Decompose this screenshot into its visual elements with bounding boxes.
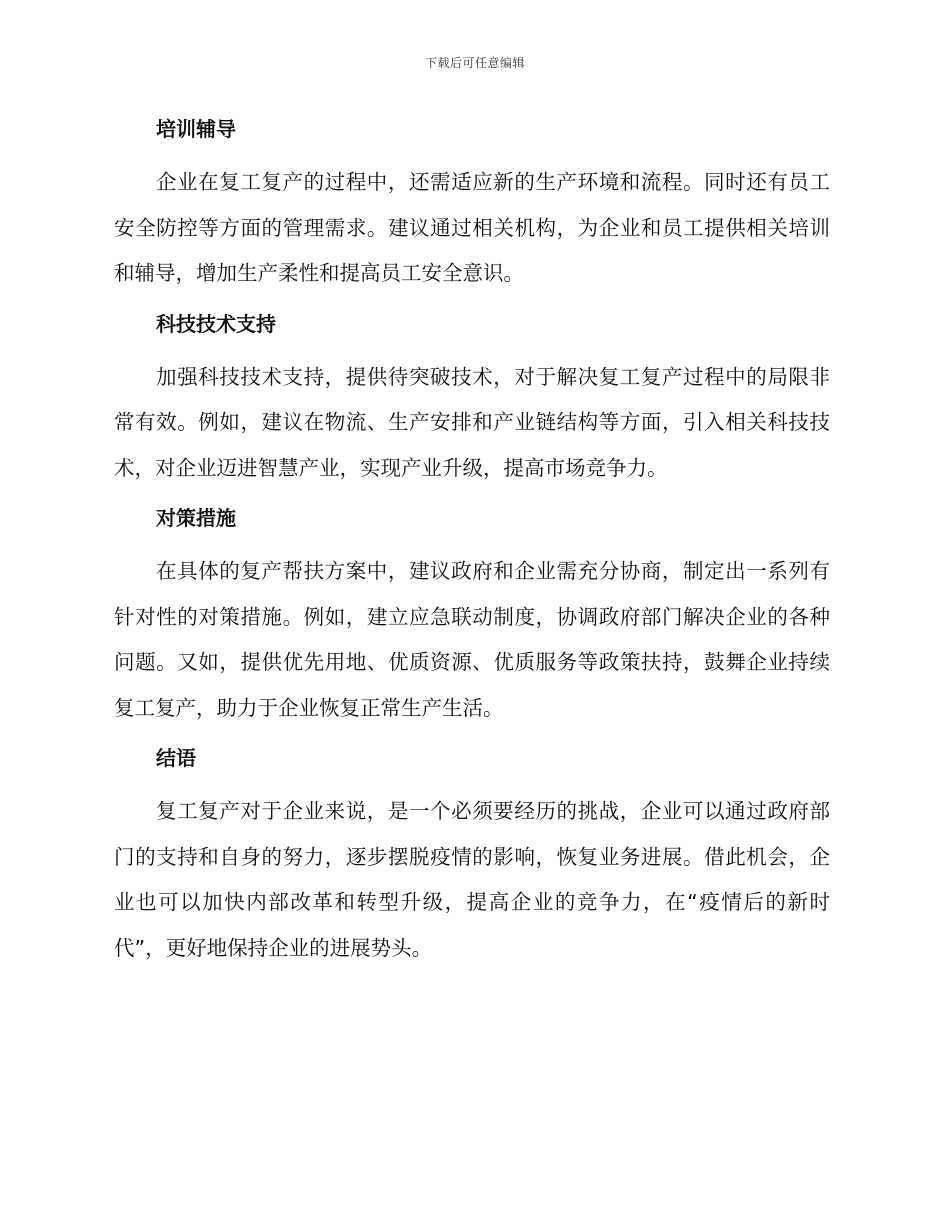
section-paragraph: 在具体的复产帮扶方案中，建议政府和企业需充分协商，制定出一系列有针对性的对策措施。例如，建立应急联动制度，协调政府部门解决企业的各种问题。又如，提供优先用地、优质资源、优质服务等政策扶持，鼓舞企业持续复工复产，助力于企业恢复正常生产生活。 <box>114 559 830 720</box>
section-paragraph: 企业在复工复产的过程中，还需适应新的生产环境和流程。同时还有员工安全防控等方面的管理需求。建议通过相关机构，为企业和员工提供相关培训和辅导，增加生产柔性和提高员工安全意识。 <box>114 170 830 285</box>
page-header: 下载后可任意编辑 <box>424 56 525 70</box>
section-tech-support <box>114 307 830 492</box>
section-heading: 科技技术支持 <box>156 311 276 336</box>
section-training <box>114 112 830 297</box>
section-heading: 对策措施 <box>156 506 236 530</box>
document-body <box>114 112 830 981</box>
section-paragraph: 复工复产对于企业来说，是一个必须要经历的挑战，企业可以通过政府部门的支持和自身的努力，逐步摆脱疫情的影响，恢复业务进展。借此机会，企业也可以加快内部改革和转型升级，提高企业的竞争力，在“疫情后的新时代”，更好地保持企业的进展势头。 <box>114 799 830 960</box>
section-measures <box>114 501 830 731</box>
section-heading: 培训辅导 <box>156 117 236 141</box>
section-conclusion <box>114 741 830 971</box>
section-heading: 结语 <box>156 746 196 770</box>
section-paragraph: 加强科技技术支持，提供待突破技术，对于解决复工复产过程中的局限非常有效。例如，建议在物流、生产安排和产业链结构等方面，引入相关科技技术，对企业迈进智慧产业，实现产业升级，提高市场竞争力。 <box>114 364 830 480</box>
